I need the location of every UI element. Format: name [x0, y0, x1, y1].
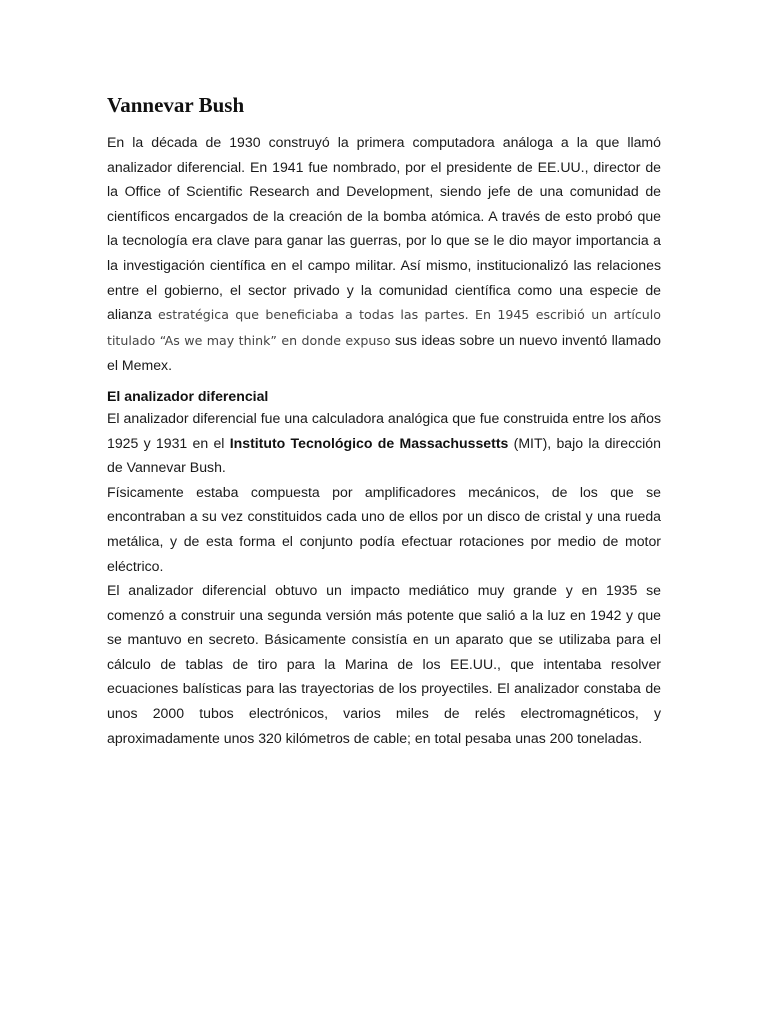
paragraph-mit-after: (MIT), bajo la dirección de Vannevar Bush.	[107, 434, 661, 476]
section-heading: El analizador diferencial	[107, 387, 269, 404]
document-title: Vannevar Bush	[107, 93, 245, 117]
paragraph-mit-before: El analizador diferencial fue una calculadora analógica que fue construida entre los años 1925 y 1931 en el	[107, 409, 661, 451]
intro-text-part3: sus ideas sobre un nuevo inventó llamado el Memex.	[107, 331, 661, 374]
intro-text-part2: estratégica que beneficiaba a todas las partes. En 1945 escribió un artículo titulado “As we may think” en donde expuso	[107, 307, 661, 348]
paragraph-physical: Físicamente estaba compuesta por amplificadores mecánicos, de los que se encontraban a su vez constituidos cada uno de ellos por un disco de cristal y una rueda metálica, y de esta forma el conjunto podía efectuar rotaciones por medio de motor eléctrico.	[107, 483, 661, 574]
paragraph-mit-institute: Instituto Tecnológico de Massachussetts	[229, 434, 509, 451]
paragraph-impact: El analizador diferencial obtuvo un impacto mediático muy grande y en 1935 se comenzó a construir una segunda versión más potente que salió a la luz en 1942 y que se mantuvo en secreto. Básicamente consistía en un aparato que se utilizaba para el cálculo de tablas de tiro para la Marina de los EE.UU., que intentaba resolver ecuaciones balísticas para las trayectorias de los proyectiles. El analizador constaba de unos 2000 tubos electrónicos, varios miles de relés electromagnéticos, y aproximadamente unos 320 kilómetros de cable; en total pesaba unas 200 toneladas.	[107, 582, 661, 746]
intro-paragraph	[107, 130, 661, 378]
intro-text-part1: En la década de 1930 construyó la primera computadora análoga a la que llamó analizador diferencial. En 1941 fue nombrado, por el presidente de EE.UU., director de la Office of Scientific Research and Development, siendo jefe de una comunidad de científicos encargados de la creación de la bomba atómica. A través de esto probó que la tecnología era clave para ganar las guerras, por lo que se le dio mayor importancia a la investigación científica en el campo militar. Así mismo, institucionalizó las relaciones entre el gobierno, el sector privado y la comunidad científica como una especie de alianza	[107, 134, 661, 323]
document-body	[107, 92, 661, 750]
paragraph-mit	[107, 406, 661, 480]
